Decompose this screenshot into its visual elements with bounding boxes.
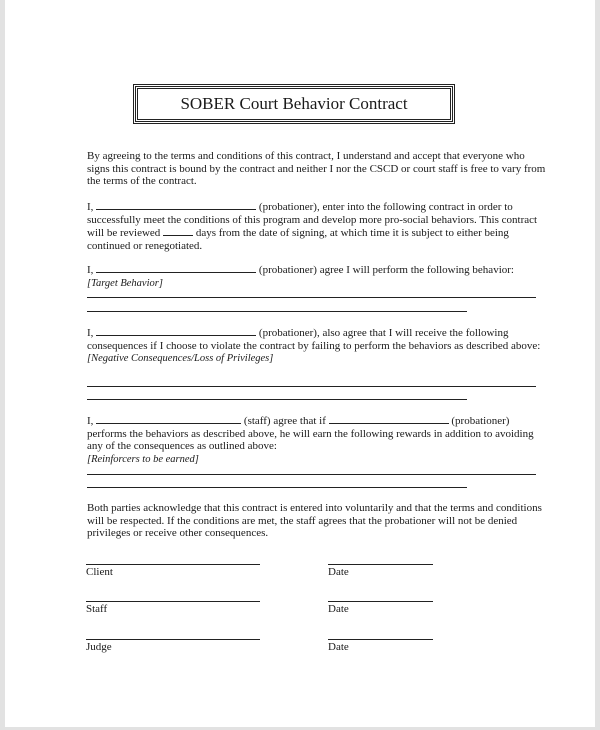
judge-signature-line[interactable] — [86, 639, 260, 640]
consequences-line[interactable] — [87, 386, 536, 387]
staff-label: Staff — [86, 603, 108, 615]
judge-date-line[interactable] — [328, 639, 433, 640]
probationer-name-blank[interactable] — [96, 326, 256, 336]
negative-consequences-label: [Negative Consequences/Loss of Privileges] — [87, 353, 274, 364]
document-title: SOBER Court Behavior Contract — [135, 86, 453, 122]
staff-date-line[interactable] — [328, 601, 433, 602]
client-signature-line[interactable] — [86, 564, 260, 565]
document-page — [5, 0, 595, 727]
probationer-name-blank[interactable] — [329, 414, 449, 424]
consequences-line[interactable] — [87, 399, 467, 400]
target-behavior-line[interactable] — [87, 311, 467, 312]
reinforcers-line[interactable] — [87, 487, 467, 488]
behavior-clause: I, (probationer) agree I will perform the following behavior: [Target Behavior] — [87, 264, 514, 289]
staff-date-label: Date — [328, 603, 349, 615]
reinforcers-clause: I, (staff) agree that if (probationer) performs the behaviors as described above, he will earn the following rewards in addition to avoiding any of the consequences as outlined above: [Reinforcers to be earned] — [87, 415, 534, 465]
probationer-name-blank[interactable] — [96, 263, 256, 273]
closing-paragraph: Both parties acknowledge that this contract is entered into voluntarily and that the terms and conditions will be respected. If the conditions are met, the staff agrees that the probationer will not be denied privileges or receive other consequences. — [87, 502, 542, 539]
consequences-clause: I, (probationer), also agree that I will receive the following consequences if I choose to violate the contract by failing to perform the behaviors as described above: [Negative Consequences/Loss of Privileges] — [87, 327, 541, 364]
reinforcers-label: [Reinforcers to be earned] — [87, 453, 199, 465]
review-clause: I, (probationer), enter into the following contract in order to successfully meet the conditions of this program and develop more pro-social behaviors. This contract will be reviewed days from the date of signing, at which time it is subject to either being continued or renegotiated. — [87, 201, 538, 252]
judge-date-label: Date — [328, 641, 349, 653]
staff-name-blank[interactable] — [96, 414, 241, 424]
probationer-name-blank[interactable] — [96, 200, 256, 210]
reinforcers-line[interactable] — [87, 474, 536, 475]
staff-signature-line[interactable] — [86, 601, 260, 602]
judge-label: Judge — [86, 641, 112, 653]
client-date-label: Date — [328, 566, 349, 578]
client-date-line[interactable] — [328, 564, 433, 565]
intro-paragraph: By agreeing to the terms and conditions of this contract, I understand and accept that everyone who signs this contract is bound by the contract and neither I nor the CSCD or court staff is free to vary from the terms of the contract. — [87, 150, 546, 187]
target-behavior-label: [Target Behavior] — [87, 277, 163, 289]
target-behavior-line[interactable] — [87, 297, 536, 298]
review-days-blank[interactable] — [163, 226, 193, 236]
client-label: Client — [86, 566, 113, 578]
